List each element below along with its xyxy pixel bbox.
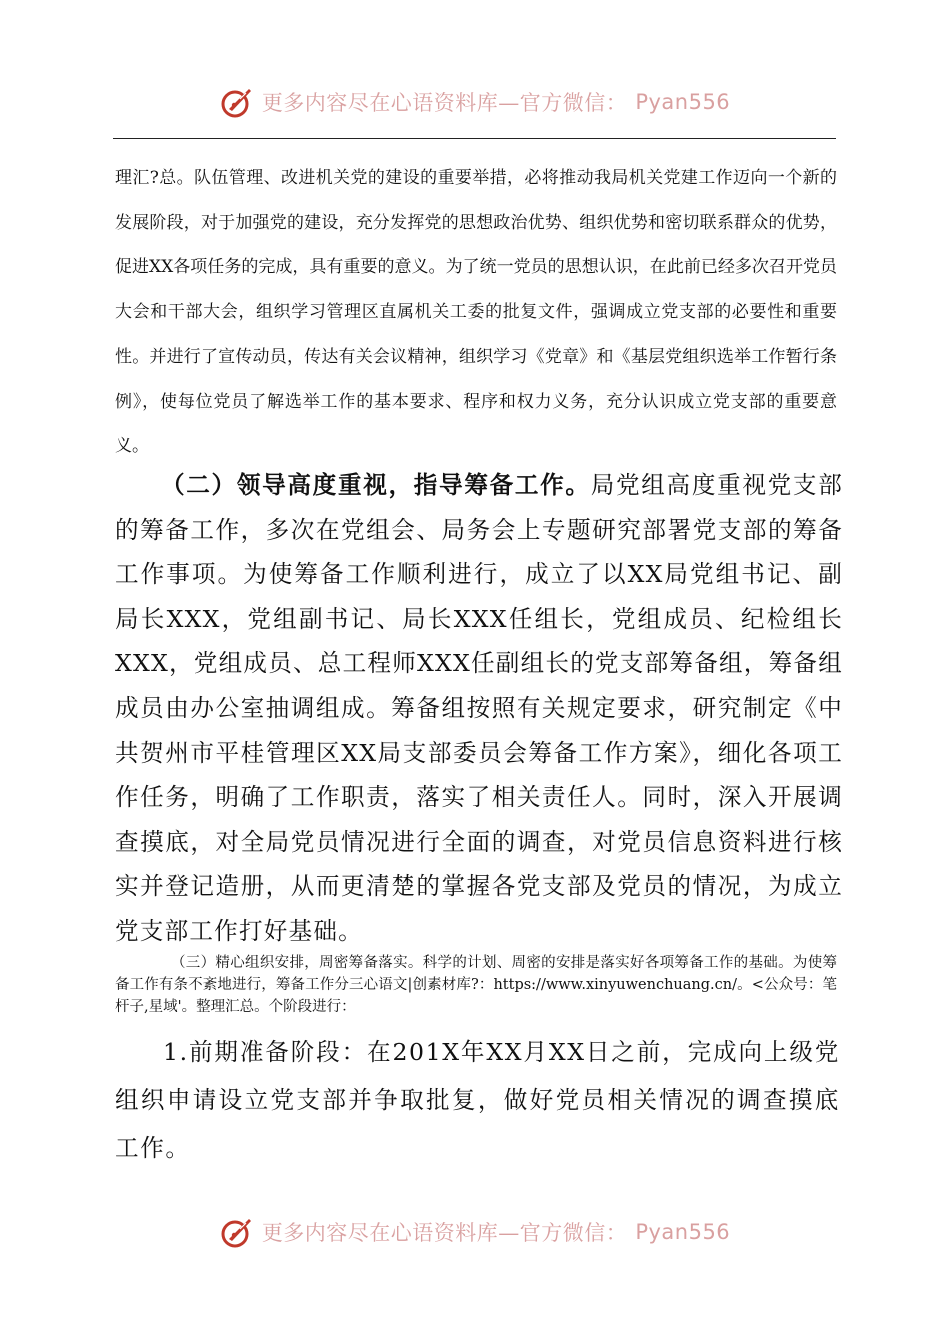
watermark-text: 更多内容尽在心语资料库—官方微信：	[261, 91, 628, 115]
body-paragraph-3: （三）精心组织安排，周密筹备落实。科学的计划、周密的安排是落实好各项筹备工作的基础。为使筹备工作有条不紊地进行，筹备工作分三心语文|创素材库?：https://www.xinyuwenchuang.cn/。<公众号：笔杆子,星域'。整理汇总。个阶段进行：	[115, 955, 837, 1015]
body-paragraph-4: 1.前期准备阶段：在201X年XX月XX日之前，完成向上级党组织申请设立党支部并争取批复，做好党员相关情况的调查摸底工作。	[115, 1038, 840, 1162]
watermark-id: Pyan556	[635, 90, 731, 114]
watermark-id: Pyan556	[635, 1220, 731, 1244]
watermark-brand	[220, 85, 730, 119]
footer-watermark	[0, 1212, 950, 1252]
body-paragraph-2-text: 局党组高度重视党支部的筹备工作，多次在党组会、局务会上专题研究部署党支部的筹备工作事项。为使筹备工作顺利进行，成立了以XX局党组书记、副局长XXX，党组副书记、局长XXX任组长，党组成员、纪检组长XXX，党组成员、总工程师XXX任副组长的党支部筹备组，筹备组成员由办公室抽调组成。筹备组按照有关规定要求，研究制定《中共贺州市平桂管理区XX局支部委员会筹备工作方案》，细化各项工作任务，明确了工作职责，落实了相关责任人。同时，深入开展调查摸底，对全局党员情况进行全面的调查，对党员信息资料进行核实并登记造册，从而更清楚的掌握各党支部及党员的情况，为成立党支部工作打好基础。	[115, 471, 844, 945]
quill-logo-icon	[220, 1215, 254, 1249]
header-divider	[113, 138, 836, 139]
body-paragraph-1: 理汇?总。队伍管理、改进机关党的建设的重要举措，必将推动我局机关党建工作迈向一个新的发展阶段，对于加强党的建设，充分发挥党的思想政治优势、组织优势和密切联系群众的优势，促进XX各项任务的完成，具有重要的意义。为了统一党员的思想认识，在此前已经多次召开党员大会和干部大会，组织学习管理区直属机关工委的批复文件，强调成立党支部的必要性和重要性。并进行了宣传动员，传达有关会议精神，组织学习《党章》和《基层党组织选举工作暂行条例》，使每位党员了解选举工作的基本要求、程序和权力义务，充分认识成立党支部的重要意义。	[115, 168, 837, 457]
watermark-brand	[220, 1215, 730, 1249]
section-heading-2: （二）领导高度重视，指导筹备工作。	[161, 471, 591, 499]
quill-logo-icon	[220, 85, 254, 119]
watermark-text: 更多内容尽在心语资料库—官方微信：	[261, 1221, 628, 1245]
header-watermark	[0, 82, 950, 122]
body-paragraph-2	[115, 463, 843, 954]
